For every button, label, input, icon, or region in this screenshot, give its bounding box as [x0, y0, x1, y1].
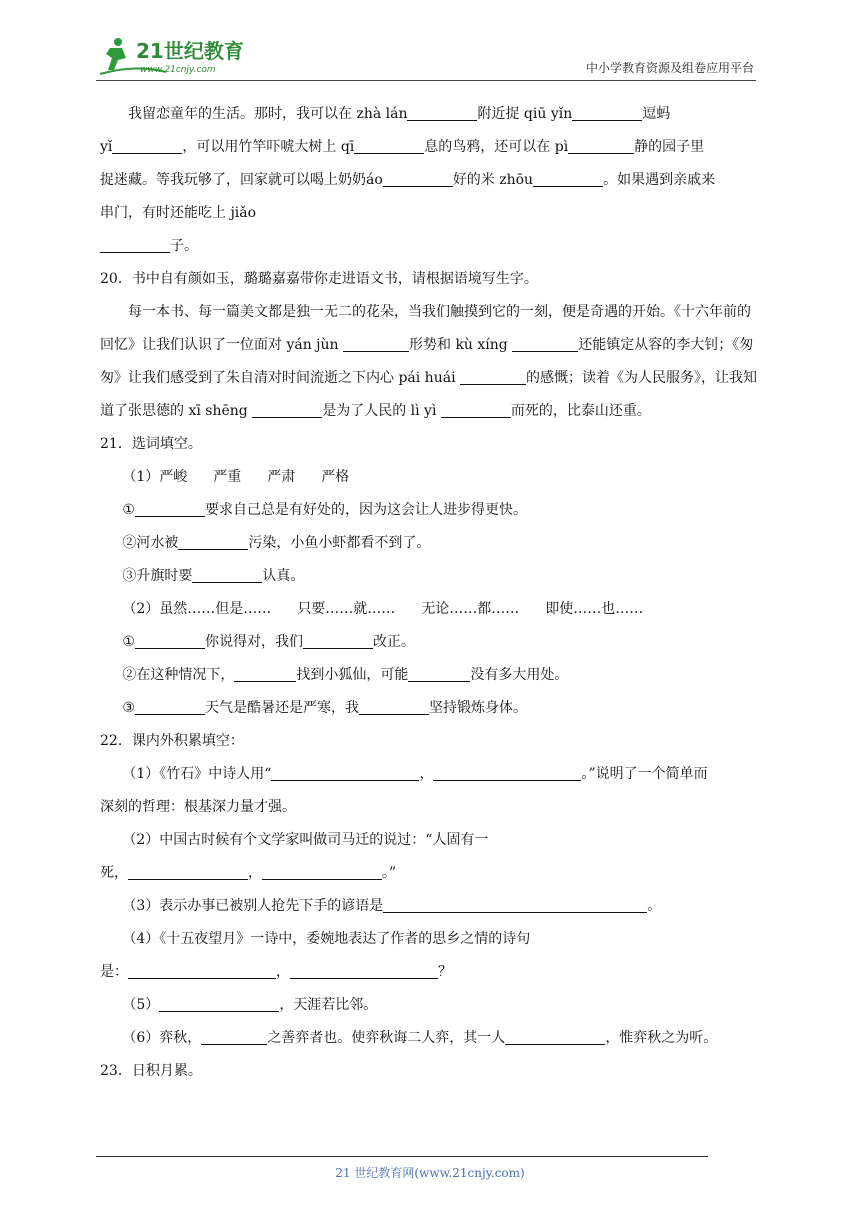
- q19-line2: yǐ ，可以用竹竿吓唬大树上 qī 息的鸟鸦，还可以在 pì 静的园子里: [100, 139, 705, 155]
- q22-item5: （5） ，天涯若比邻。: [122, 997, 378, 1013]
- answer-blank[interactable]: [359, 700, 429, 715]
- answer-blank[interactable]: [433, 766, 581, 781]
- footer-divider: [96, 1156, 708, 1157]
- answer-blank[interactable]: [290, 964, 438, 979]
- q21-t1: ① 你说得对，我们 改正。: [122, 634, 415, 650]
- q21-s3: ③升旗时要 认真。: [122, 568, 305, 584]
- answer-blank[interactable]: [512, 337, 578, 352]
- answer-blank[interactable]: [271, 766, 419, 781]
- q23-title: 23．日积月累。: [100, 1063, 202, 1079]
- answer-blank[interactable]: [159, 997, 279, 1012]
- answer-blank[interactable]: [441, 403, 511, 418]
- answer-blank[interactable]: [112, 139, 182, 154]
- answer-blank[interactable]: [192, 568, 262, 583]
- q22-item2-cont: 死， ， 。”: [100, 865, 397, 881]
- q19-line1: 我留恋童年的生活。那时，我可以在 zhà lán 附近捉 qiū yǐn 逗蚂: [128, 106, 671, 122]
- answer-blank[interactable]: [383, 172, 453, 187]
- logo-text: 21世纪教育: [136, 39, 244, 63]
- answer-blank[interactable]: [460, 370, 526, 385]
- answer-blank[interactable]: [234, 667, 296, 682]
- answer-blank[interactable]: [128, 964, 276, 979]
- platform-name: 中小学教育资源及组卷应用平台: [585, 61, 754, 75]
- question-content: [100, 98, 760, 1088]
- page-footer: 21 世纪教育网(www.21cnjy.com): [335, 1166, 525, 1180]
- answer-blank[interactable]: [572, 106, 642, 121]
- answer-blank[interactable]: [135, 502, 205, 517]
- answer-blank[interactable]: [303, 634, 373, 649]
- q22-item6: （6）弈秋， 之善弈者也。使弈秋诲二人弈，其一人 ，惟弈秋之为听。: [122, 1030, 718, 1046]
- q19-line5: 子。: [100, 230, 760, 263]
- answer-blank[interactable]: [252, 403, 322, 418]
- q19-line3: 捉迷藏。等我玩够了，回家就可以喝上奶奶áo 好的米 zhōu 。如果遇到亲戚来: [100, 172, 716, 188]
- q21-title: 21．选词填空。: [100, 436, 202, 452]
- logo-url: www.21cnjy.com: [140, 65, 216, 75]
- q19-line4: 串门，有时还能吃上 jiǎo: [100, 205, 257, 221]
- q20-paragraph: 每一本书、每一篇美文都是独一无二的花朵，当我们触摸到它的一刻，便是奇遇的开始。《十六年前的回忆》让我们认识了一位面对 yán jùn 形势和 kù xíng 还能镇定从容的李大钊；《匆匆》让我们感受到了朱自清对时间流逝之下内心 pái huái 的感慨；读着《为人民服务》，让我知道了张思德的 xī shēng 是为了人民的 lì yì 而死的，比泰山还重。: [100, 304, 757, 419]
- q21-part2-words: （2）虽然……但是…… 只要……就…… 无论……都…… 即使……也……: [122, 601, 644, 617]
- answer-blank[interactable]: [100, 238, 170, 253]
- q22-item4-cont: 是： ， ？: [100, 964, 452, 980]
- answer-blank[interactable]: [135, 634, 205, 649]
- q22-item1-cont: 深刻的哲理：根基深力量才强。: [100, 799, 296, 815]
- answer-blank[interactable]: [407, 106, 477, 121]
- answer-blank[interactable]: [383, 898, 647, 913]
- answer-blank[interactable]: [533, 172, 603, 187]
- q20-title: 20．书中自有颜如玉，璐璐嘉嘉带你走进语文书，请根据语境写生字。: [100, 271, 538, 287]
- answer-blank[interactable]: [343, 337, 409, 352]
- q21-s1: ① 要求自己总是有好处的，因为这会让人进步得更快。: [122, 502, 527, 518]
- site-logo: [96, 34, 266, 78]
- answer-blank[interactable]: [201, 1030, 267, 1045]
- answer-blank[interactable]: [568, 139, 634, 154]
- q21-t3: ③ 天气是酷暑还是严寒，我 坚持锻炼身体。: [122, 700, 527, 716]
- q22-item1: （1）《竹石》中诗人用“ ， 。”说明了一个简单而: [122, 766, 708, 782]
- answer-blank[interactable]: [505, 1030, 605, 1045]
- q21-s2: ②河水被 污染，小鱼小虾都看不到了。: [122, 535, 431, 551]
- answer-blank[interactable]: [135, 700, 205, 715]
- q21-t2: ②在这种情况下， 找到小狐仙，可能 没有多大用处。: [122, 667, 569, 683]
- answer-blank[interactable]: [128, 865, 248, 880]
- q22-item2: （2）中国古时候有个文学家叫做司马迁的说过：“人固有一: [122, 832, 489, 848]
- q22-title: 22．课内外积累填空：: [100, 733, 244, 749]
- answer-blank[interactable]: [262, 865, 382, 880]
- answer-blank[interactable]: [408, 667, 470, 682]
- answer-blank[interactable]: [354, 139, 424, 154]
- q22-item3: （3）表示办事已被别人抢先下手的谚语是 。: [122, 898, 662, 914]
- page-header: [96, 34, 756, 81]
- q22-item4: （4）《十五夜望月》一诗中，委婉地表达了作者的思乡之情的诗句: [122, 931, 531, 947]
- q21-part1-words: （1）严峻 严重 严肃 严格: [122, 469, 350, 485]
- answer-blank[interactable]: [178, 535, 248, 550]
